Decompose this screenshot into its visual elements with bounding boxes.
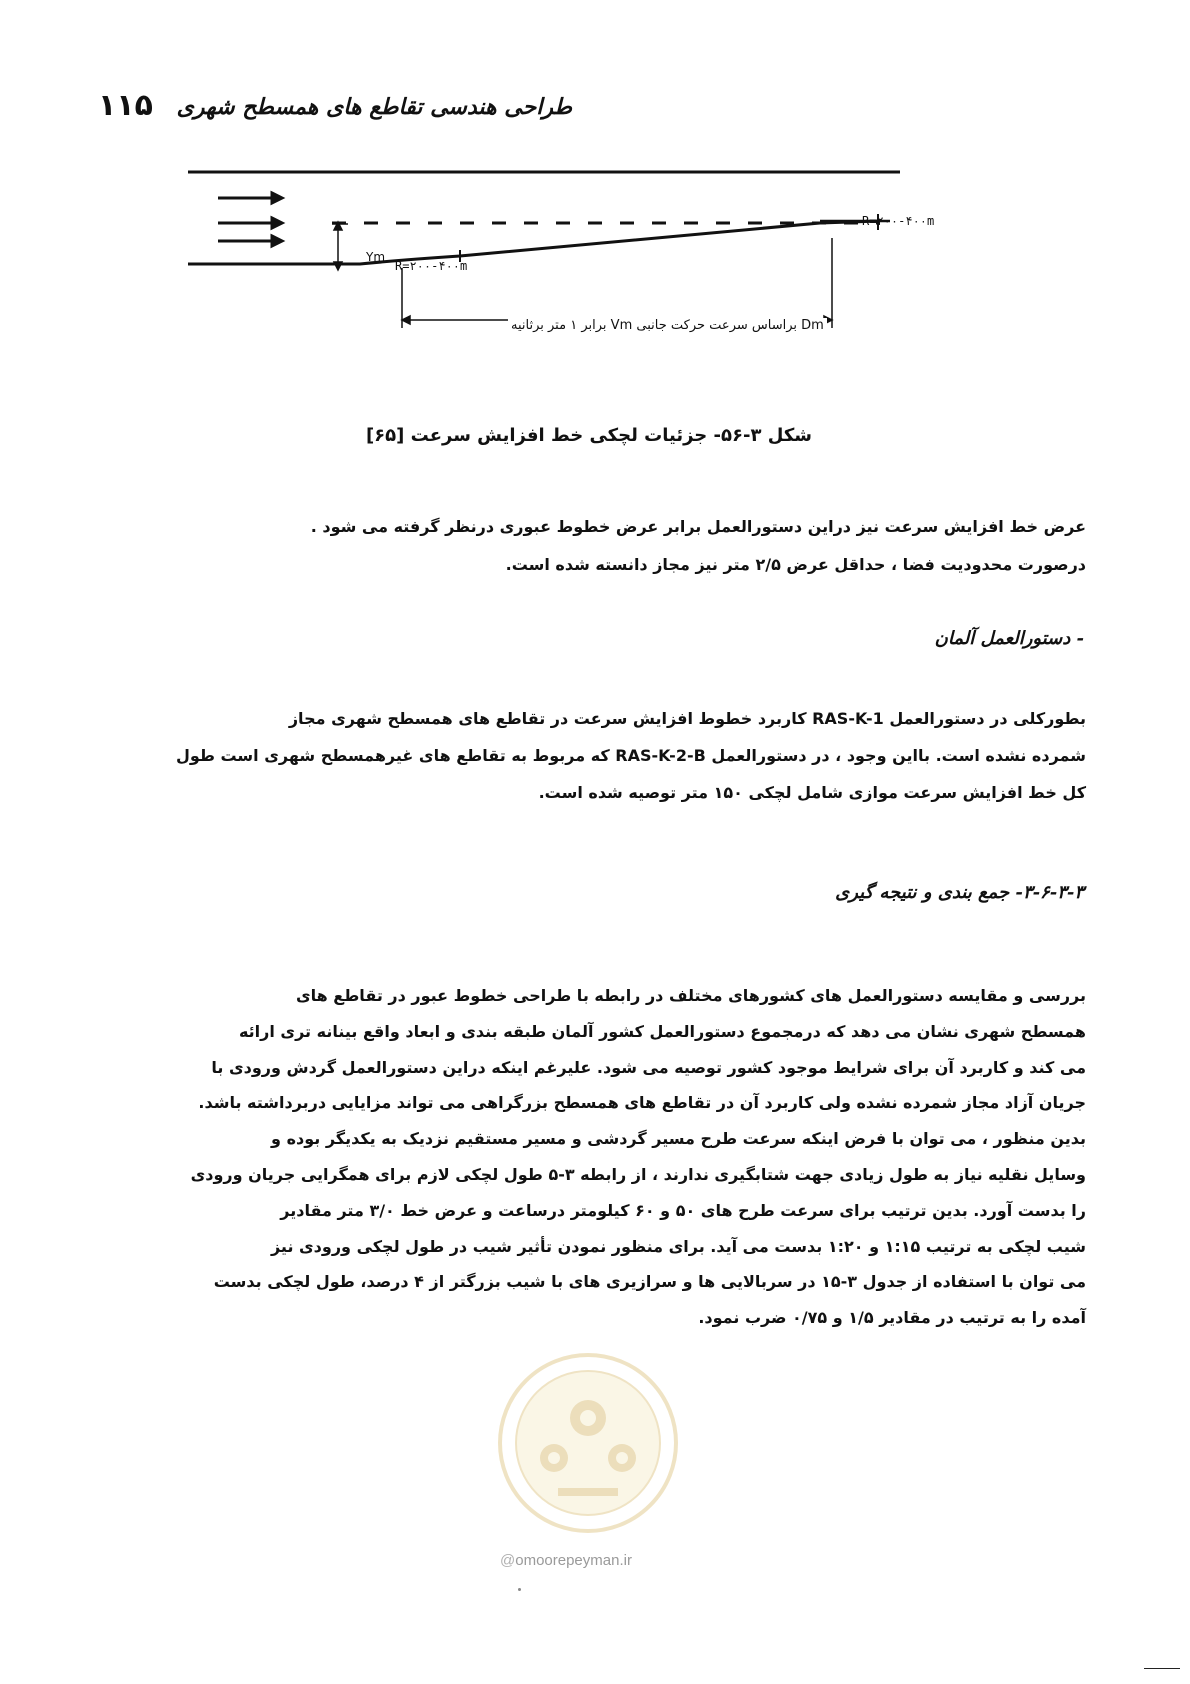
paragraph-conclusion <box>126 978 1086 1336</box>
traffic-arrows <box>218 193 282 246</box>
scan-dot <box>518 1588 521 1591</box>
at-icon: @ <box>500 1552 516 1569</box>
text-line: درصورت محدودیت فضا ، حداقل عرض ۲/۵ متر نیز مجاز دانسته شده است. <box>505 555 1086 574</box>
paragraph-german-guideline <box>126 700 1086 811</box>
watermark-url <box>500 1552 632 1569</box>
site-url-text: omoorepeyman.ir <box>515 1552 632 1569</box>
section-heading: ۳-۶-۳-۳- جمع بندی و نتیجه گیری <box>835 882 1084 903</box>
radius-label-left: R=۲۰۰-۴۰۰m <box>395 259 468 273</box>
text-line: عرض خط افزایش سرعت نیز دراین دستورالعمل برابر عرض خطوط عبوری درنظر گرفته می شود . <box>310 517 1086 536</box>
text-line: کل خط افزایش سرعت موازی شامل لچکی ۱۵۰ متر توصیه شده است. <box>538 783 1086 802</box>
text-line: بررسی و مقایسه دستورالعمل های کشورهای مختلف در رابطه با طراحی خطوط عبور در تقاطع های <box>295 986 1086 1005</box>
text-line: وسایل نقلیه نیاز به طول زیادی جهت شتابگیری ندارند ، از رابطه ۳-۵ طول لچکی لازم برای همگرایی جریان ورودی <box>190 1164 1086 1184</box>
footer-rule <box>1144 1668 1180 1669</box>
text-line: بدین منظور ، می توان با فرض اینکه سرعت طرح مسیر گردشی و مسیر مستقیم نزدیک به یکدیگر بوده و <box>271 1129 1086 1149</box>
radius-label-top: R=۲۰۰-۴۰۰m <box>862 214 935 228</box>
ym-label: Ym <box>366 250 386 264</box>
dm-label: Dm براساس سرعت حرکت جانبی Vm برابر ۱ متر برثانیه <box>508 318 827 333</box>
text-line: همسطح شهری نشان می دهد که درمجموع دستورالعمل کشور آلمان طبقه بندی و ابعاد واقع بینانه تری ارائه <box>238 1021 1086 1041</box>
text-line: را بدست آورد. بدین ترتیب برای سرعت طرح های ۵۰ و ۶۰ کیلومتر درساعت و عرض خط ۳/۰ متر مقادیر <box>280 1200 1086 1220</box>
taper-edge <box>188 221 880 264</box>
running-head: طراحی هندسی تقاطع های همسطح شهری <box>176 94 572 120</box>
text-line: بطورکلی در دستورالعمل RAS-K-1 کاربرد خطوط افزایش سرعت در تقاطع های همسطح شهری مجاز <box>288 709 1086 728</box>
page-number: ۱۱۵ <box>98 88 153 123</box>
figure-caption: شکل ۳-۵۶- جزئیات لچکی خط افزایش سرعت [۶۵] <box>365 425 812 446</box>
text-line: شمرده نشده است. بااین وجود ، در دستورالعمل RAS-K-2-B که مربوط به تقاطع های غیرهمسطح شهری است طول <box>175 746 1086 765</box>
dm-dimension <box>402 238 832 328</box>
paragraph-lane-width <box>126 508 1086 584</box>
text-line: آمده را به ترتیب در مقادیر ۱/۵ و ۰/۷۵ ضرب نمود. <box>698 1308 1086 1328</box>
subheading-german-guideline: - دستورالعمل آلمان <box>934 628 1084 649</box>
text-line: می کند و کاربرد آن برای شرایط موجود کشور توصیه می شود. علیرغم اینکه دراین دستورالعمل گردش ورودی با <box>211 1057 1086 1077</box>
watermark-seal <box>488 1348 688 1538</box>
text-line: شیب لچکی به ترتیب ۱:۱۵ و ۱:۲۰ بدست می آید. برای منظور نمودن تأثیر شیب در طول لچکی ورودی نیز <box>270 1236 1086 1256</box>
text-line: می توان با استفاده از جدول ۳-۱۵ در سربالایی ها و سرازیری های با شیب بزرگتر از ۴ درصد، طول لچکی بدست <box>213 1272 1086 1292</box>
text-line: جریان آزاد مجاز شمرده نشده ولی کاربرد آن در تقاطع های همسطح بزرگراهی می تواند مزایایی دربرداشته باشد. <box>198 1093 1086 1113</box>
taper-diagram <box>180 168 920 328</box>
